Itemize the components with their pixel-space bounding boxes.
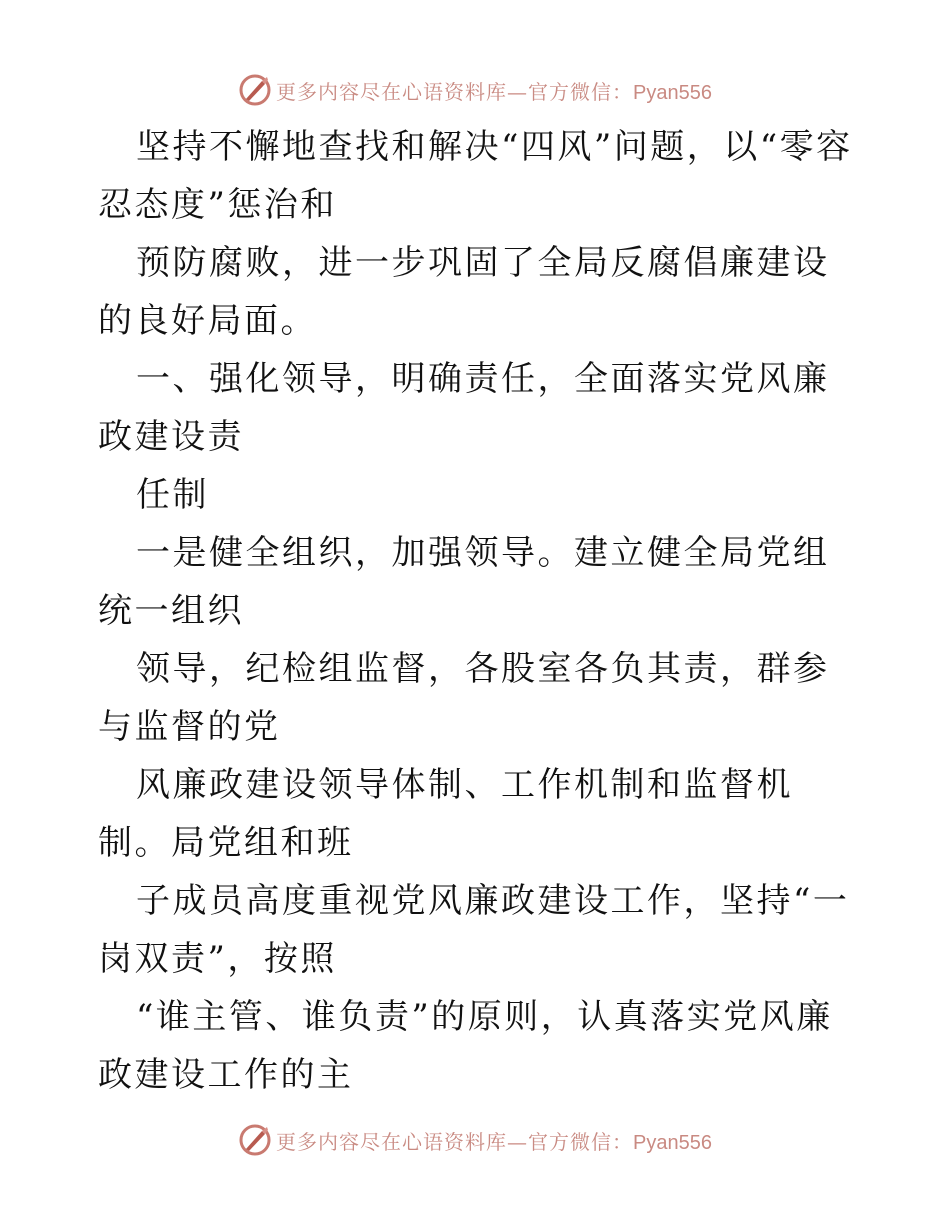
watermark-header [0,70,950,110]
paragraph-3: 一、强化领导，明确责任，全面落实党风廉政建设责 [98,359,830,457]
paragraph-8: 子成员高度重视党风廉政建设工作，坚持“一岗双责”，按照 [98,881,850,979]
paragraph-2: 预防腐败，进一步巩固了全局反腐倡廉建设的良好局面。 [98,243,830,341]
paragraph-6: 领导，纪检组监督，各股室各负其责，群参与监督的党 [98,649,830,747]
watermark-footer [0,1120,950,1160]
quill-logo-icon [238,1123,272,1157]
watermark-caption: 更多内容尽在心语资料库—官方微信： [276,79,634,104]
paragraph-1: 坚持不懈地查找和解决“四风”问题，以“零容忍态度”惩治和 [98,127,853,225]
paragraph-4: 任制 [136,475,209,515]
paragraph-5: 一是健全组织，加强领导。建立健全局党组统一组织 [98,533,830,631]
document-body [98,118,858,1104]
watermark-wechat-id: Pyan556 [633,1131,712,1154]
paragraph-7: 风廉政建设领导体制、工作机制和监督机制。局党组和班 [98,765,793,863]
paragraph-9: “谁主管、谁负责”的原则，认真落实党风廉政建设工作的主 [98,997,833,1095]
watermark-caption: 更多内容尽在心语资料库—官方微信： [276,1129,634,1154]
watermark-wechat-id: Pyan556 [633,81,712,104]
watermark-text [276,1126,712,1155]
quill-logo-icon [238,73,272,107]
watermark-text [276,76,712,105]
